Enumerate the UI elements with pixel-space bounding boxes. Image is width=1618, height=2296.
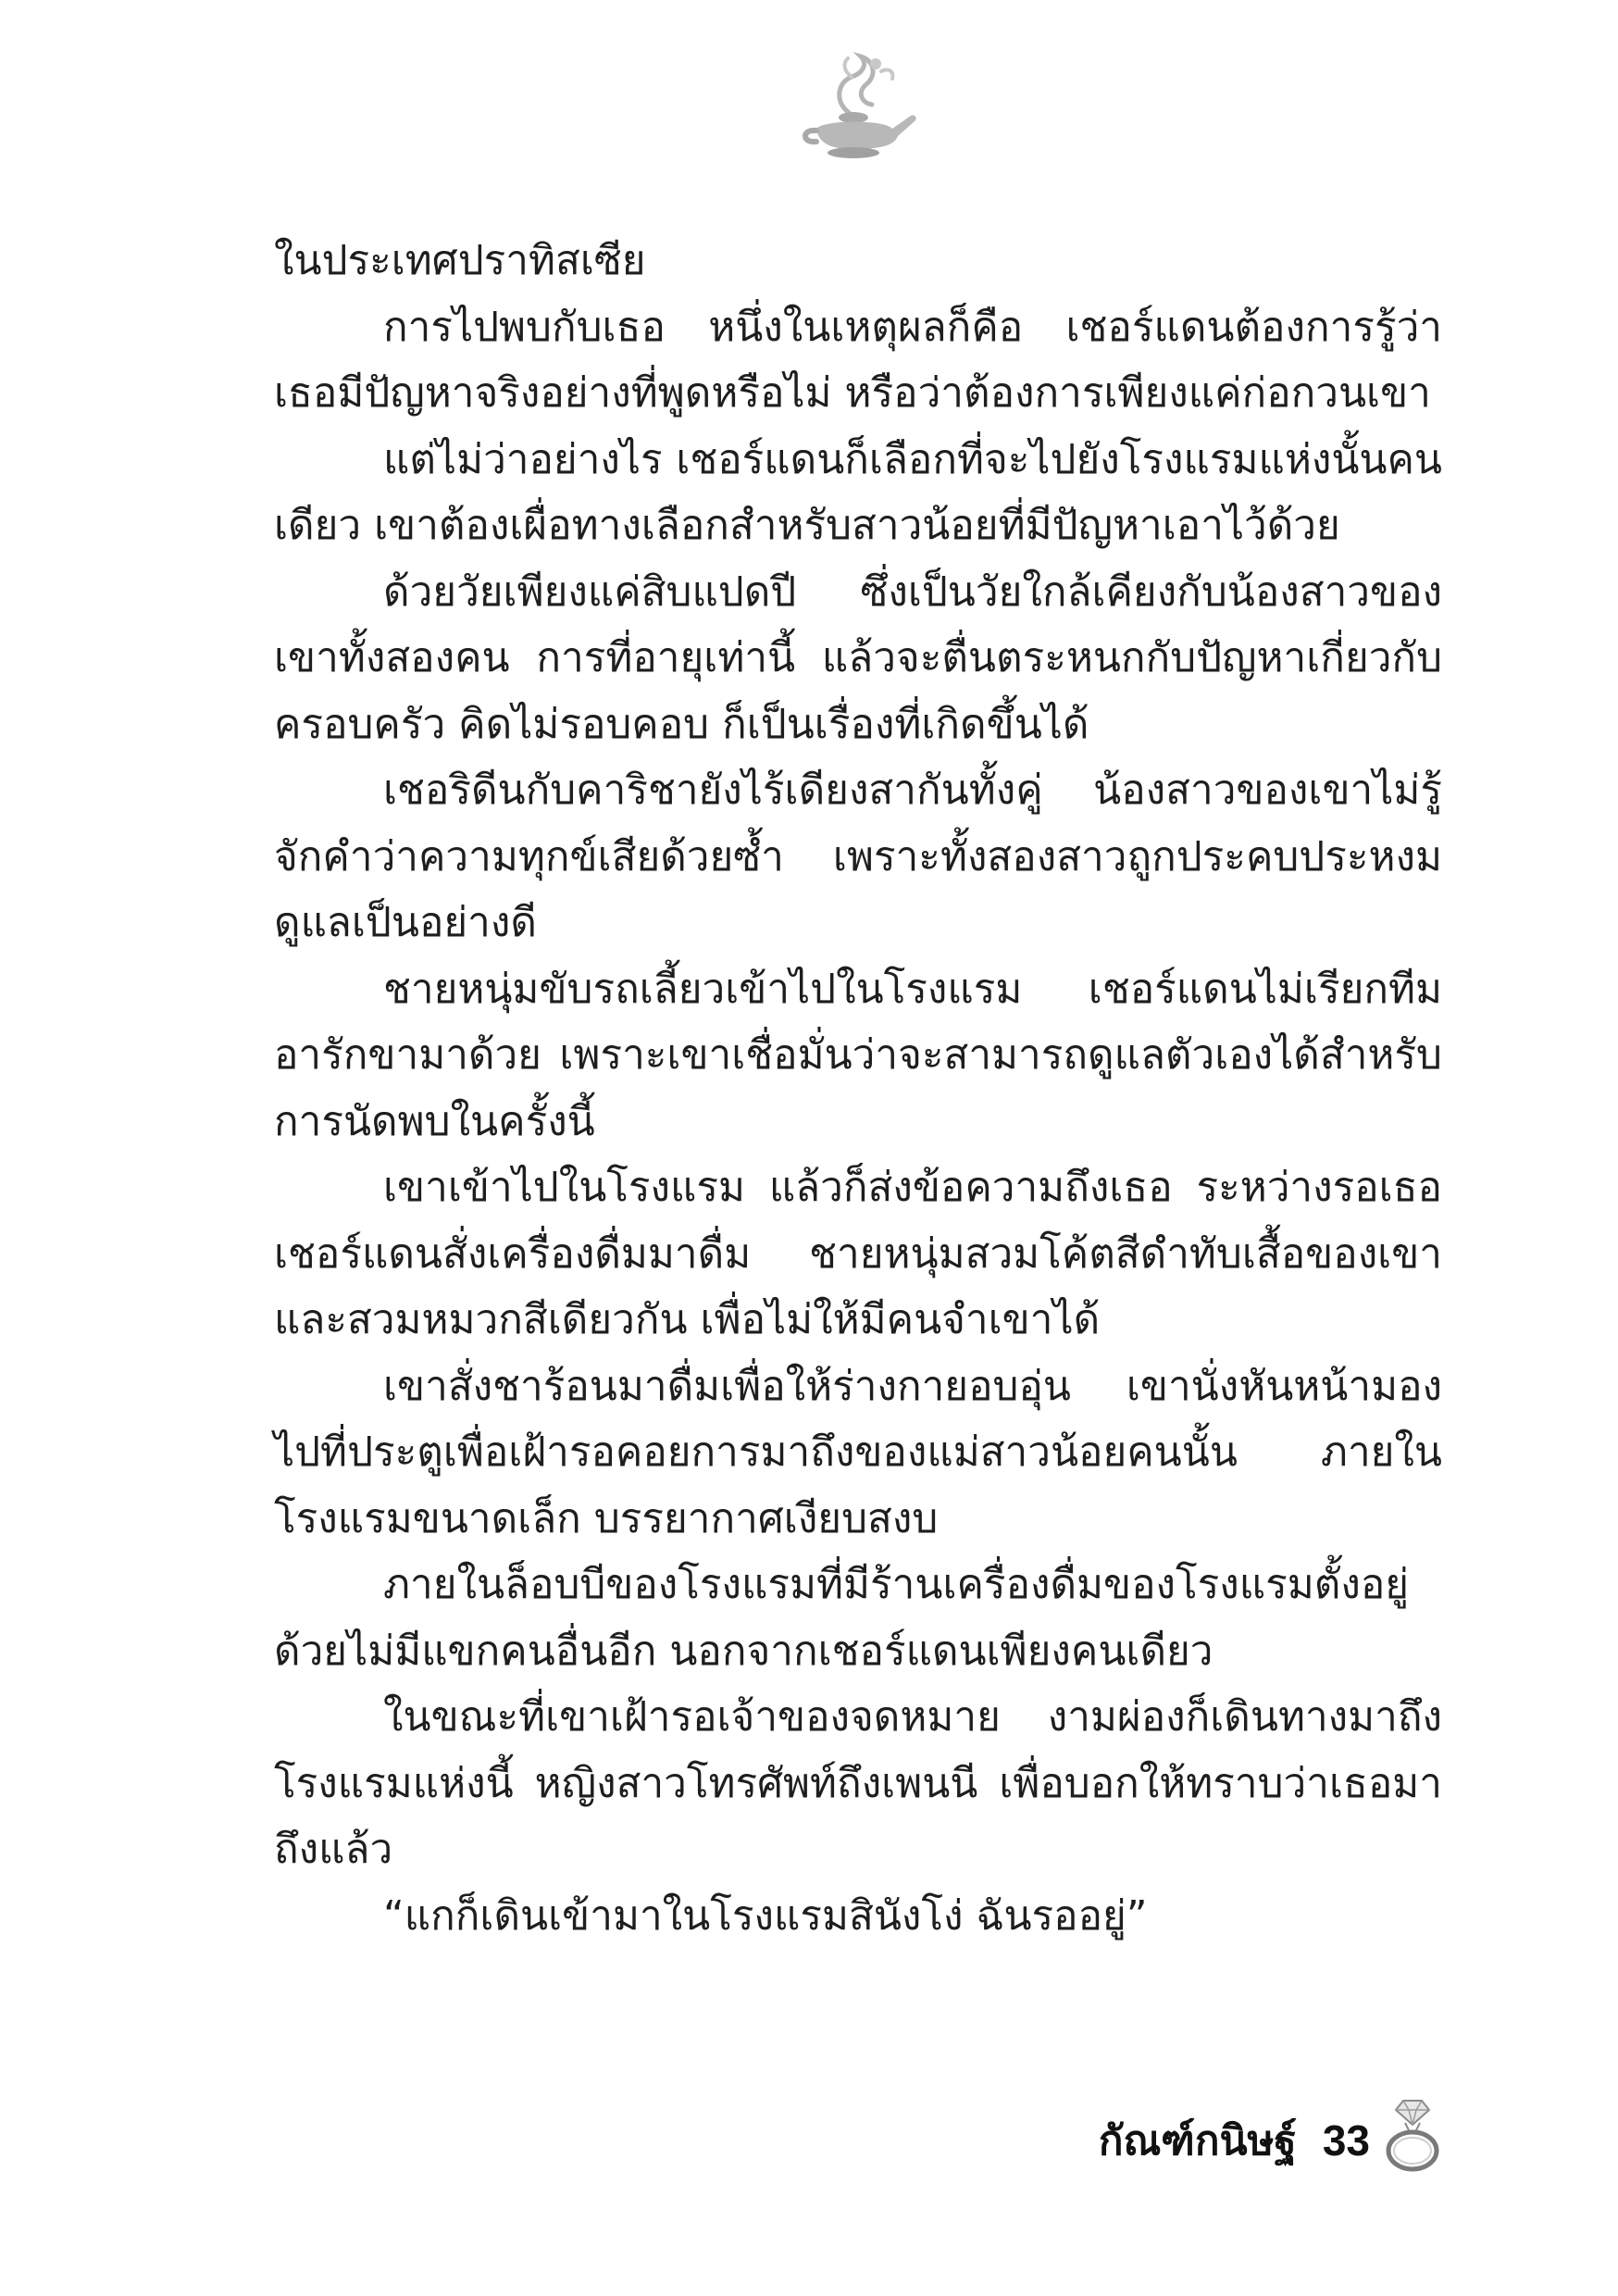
paragraph: ภายในล็อบบีของโรงแรมที่มีร้านเครื่องดื่มของโรงแรมตั้งอยู่ด้วยไม่มีแขกคนอื่นอีก นอกจากเชอร์แดนเพียงคนเดียว [274, 1561, 1410, 1675]
paragraph: “แกก็เดินเข้ามาในโรงแรมสินังโง่ ฉันรออยู่” [383, 1891, 1148, 1940]
paragraph: เขาเข้าไปในโรงแรม แล้วก็ส่งข้อความถึงเธอ ระหว่างรอเธอเชอร์แดนสั่งเครื่องดื่มมาดื่ม ชายหนุ่มสวมโค้ตสีดำทับเสื้อของเขาและสวมหมวกสีเดียวกัน เพื่อไม่ให้มีคนจำเขาได้ [274, 1164, 1442, 1343]
paragraph: เชอริดีนกับคาริชายังไร้เดียงสากันทั้งคู่ น้องสาวของเขาไม่รู้จักคำว่าความทุกข์เสียด้วยซ้ำ เพราะทั้งสองสาวถูกประคบประหงมดูแลเป็นอย่างดี [274, 767, 1442, 946]
paragraph: เขาสั่งชาร้อนมาดื่มเพื่อให้ร่างกายอบอุ่น เขานั่งหันหน้ามองไปที่ประตูเพื่อเฝ้ารอคอยการมาถึงของแม่สาวน้อยคนนั้น ภายในโรงแรมขนาดเล็ก บรรยากาศเงียบสงบ [274, 1362, 1442, 1542]
chapter-body-text [274, 228, 1442, 1949]
book-title: กัณฑ์กนิษฐ์ [1098, 2117, 1297, 2165]
page-number: 33 [1322, 2116, 1370, 2165]
paragraph: ด้วยวัยเพียงแค่สิบแปดปี ซึ่งเป็นวัยใกล้เคียงกับน้องสาวของเขาทั้งสองคน การที่อายุเท่านี้ แล้วจะตื่นตระหนกกับปัญหาเกี่ยวกับครอบครัว คิดไม่รอบคอบ ก็เป็นเรื่องที่เกิดขึ้นได้ [274, 568, 1442, 748]
paragraph: ในประเทศปราทิสเซีย [274, 237, 646, 284]
genie-lamp-icon [796, 51, 926, 162]
paragraph: ชายหนุ่มขับรถเลี้ยวเข้าไปในโรงแรม เชอร์แดนไม่เรียกทีมอารักขามาด้วย เพราะเขาเชื่อมั่นว่าจะสามารถดูแลตัวเองได้สำหรับการนัดพบในครั้งนี้ [274, 965, 1442, 1145]
page-footer [1099, 2094, 1442, 2187]
paragraph: แต่ไม่ว่าอย่างไร เชอร์แดนก็เลือกที่จะไปยังโรงแรมแห่งนั้นคนเดียว เขาต้องเผื่อทางเลือกสำหรับสาวน้อยที่มีปัญหาเอาไว้ด้วย [274, 435, 1442, 549]
paragraph: การไปพบกับเธอ หนึ่งในเหตุผลก็คือ เชอร์แดนต้องการรู้ว่าเธอมีปัญหาจริงอย่างที่พูดหรือไม่ หรือว่าต้องการเพียงแค่ก่อกวนเขา [274, 303, 1442, 417]
diamond-ring-icon [1383, 2095, 1442, 2173]
paragraph: ในขณะที่เขาเฝ้ารอเจ้าของจดหมาย งามผ่องก็เดินทางมาถึงโรงแรมแห่งนี้ หญิงสาวโทรศัพท์ถึงเพนนี เพื่อบอกให้ทราบว่าเธอมาถึงแล้ว [274, 1693, 1442, 1873]
